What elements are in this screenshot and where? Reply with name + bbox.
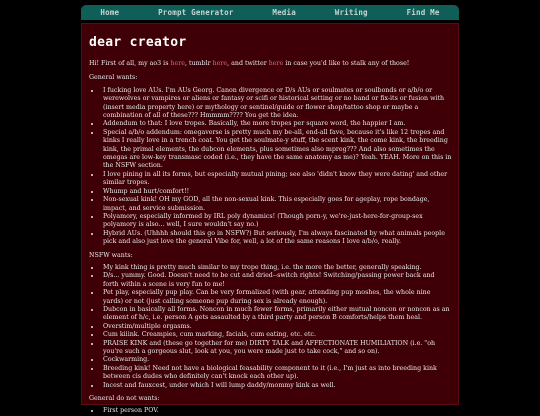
list-item: • Cockwarming. <box>101 356 452 364</box>
list-item: • Cum kiiink. Creampies, cum marking, facials, cum eating, etc. etc. <box>101 331 452 339</box>
list-item: • First person POV. <box>101 407 452 415</box>
nsfw-wants-heading: NSFW wants: <box>89 251 133 259</box>
general-wants-heading: General wants: <box>89 74 138 82</box>
list-item: • Addendum to that: I love tropes. Basically, the more tropes per square word, the happier I am. <box>101 120 452 128</box>
nsfw-wants-list <box>89 264 452 390</box>
page-title: dear creator <box>89 35 187 50</box>
general-dnw-list <box>89 407 452 415</box>
list-item: • I fucking love AUs. I'm AUs Georg. Canon divergence or D/s AUs or soulmates or soulbonds or a/b/o or werewolves or vampires or aliens or fantasy or scifi or historical setting or no band or fix-its or fusion with (insert media property here) or mythology or sentinel/guide or flower shop/tattoo shop or maybe a combination of all of these??? Hmmmm???? You get the idea. <box>101 87 452 121</box>
nav-home[interactable]: Home <box>100 8 120 17</box>
list-item: • My kink thing is pretty much similar to my trope thing, i.e. the more the better, generally speaking. <box>101 264 452 272</box>
intro-paragraph <box>89 60 452 68</box>
twitter-link[interactable]: here <box>268 60 284 67</box>
general-dnw-heading: General do not wants: <box>89 395 160 403</box>
list-item: • Incest and fauxcest, under which I will lump daddy/mommy kink as well. <box>101 382 452 390</box>
list-item: • Breeding kink! Need not have a biological feasability component to it (i.e., I'm just as into breeding kink between cis dudes who definitely can't knock each other up). <box>101 365 452 382</box>
general-wants-list <box>89 87 452 247</box>
intro-text-2: , tumblr <box>184 60 213 67</box>
content-card <box>81 23 459 415</box>
intro-text: Hi! First of all, my ao3 is <box>89 60 171 67</box>
list-item: • Special a/b/o addendum: omegaverse is pretty much my be-all, end-all fave, because it's like 12 tropes and kinks I really love in a trench coat. You get the soulmate-y stuff, the scent kink, the come kink, the breeding kink, the primal elements, the dubcon elements, plus sometimes also mpreg??? And also sometimes the omegas are low-key transmasc coded (i.e., they have the same anatomy as me)? Yeah. YEAH. More on this in the NSFW section. <box>101 129 452 171</box>
list-item: • Polyamory, especially informed by IRL poly dynamics! (Though porn-y, we're-just-here-for-group-sex polyamory is also... well, I sure wouldn't say no.) <box>101 213 452 230</box>
list-item: • Whump and hurt/comfort!! <box>101 188 452 196</box>
list-item: • I love pining in all its forms, but especially mutual pining; see also 'didn't know they were dating' and other similar tropes. <box>101 171 452 188</box>
tumblr-link[interactable]: here <box>212 60 228 67</box>
nav-writing[interactable]: Writing <box>334 8 368 17</box>
nav-find-me[interactable]: Find Me <box>406 8 440 17</box>
top-nav <box>81 5 459 20</box>
list-item: • Non-sexual kink! OH my GOD, all the non-sexual kink. This especially goes for ageplay, rope bondage, impact, and service submission. <box>101 196 452 213</box>
list-item: • PRAISE KINK and (these go together for me) DIRTY TALK and AFFECTIONATE HUMILIATION (i.e. "oh you're such a gorgeous slut, look at you, you were made just to take cock," and so on). <box>101 340 452 357</box>
list-item: • D/s... yummy. Good. Doesn't need to be cut and dried--switch rights! Switching/passing power back and forth within a scene is very fun to me! <box>101 272 452 289</box>
list-item: • Dubcon in basically all forms. Noncon in much fewer forms, primarily either mutual noncon or noncon as an element of h/c, i.e. person A gets assaulted by a third party and person B comforts/helps them heal. <box>101 306 452 323</box>
list-item: • Overstim/multiple orgasms. <box>101 323 452 331</box>
intro-text-4: in case you'd like to stalk any of those! <box>283 60 410 67</box>
nav-prompt-generator[interactable]: Prompt Generator <box>158 8 234 17</box>
list-item: • Pet play, especially pup play. Can be very formalized (with gear, attending pup moshes, the whole nine yards) or not (just calling someone pup during sex is already enough). <box>101 289 452 306</box>
nav-media[interactable]: Media <box>272 8 296 17</box>
intro-text-3: , and twitter <box>227 60 269 67</box>
ao3-link[interactable]: here <box>170 60 185 67</box>
list-item: • Hybrid AUs. (Uhhhh should this go in NSFW?) But seriously, I'm always fascinated by what animals people pick and also just love the general Vibe for, well, a lot of the same reasons I love a/b/o, really. <box>101 230 452 247</box>
